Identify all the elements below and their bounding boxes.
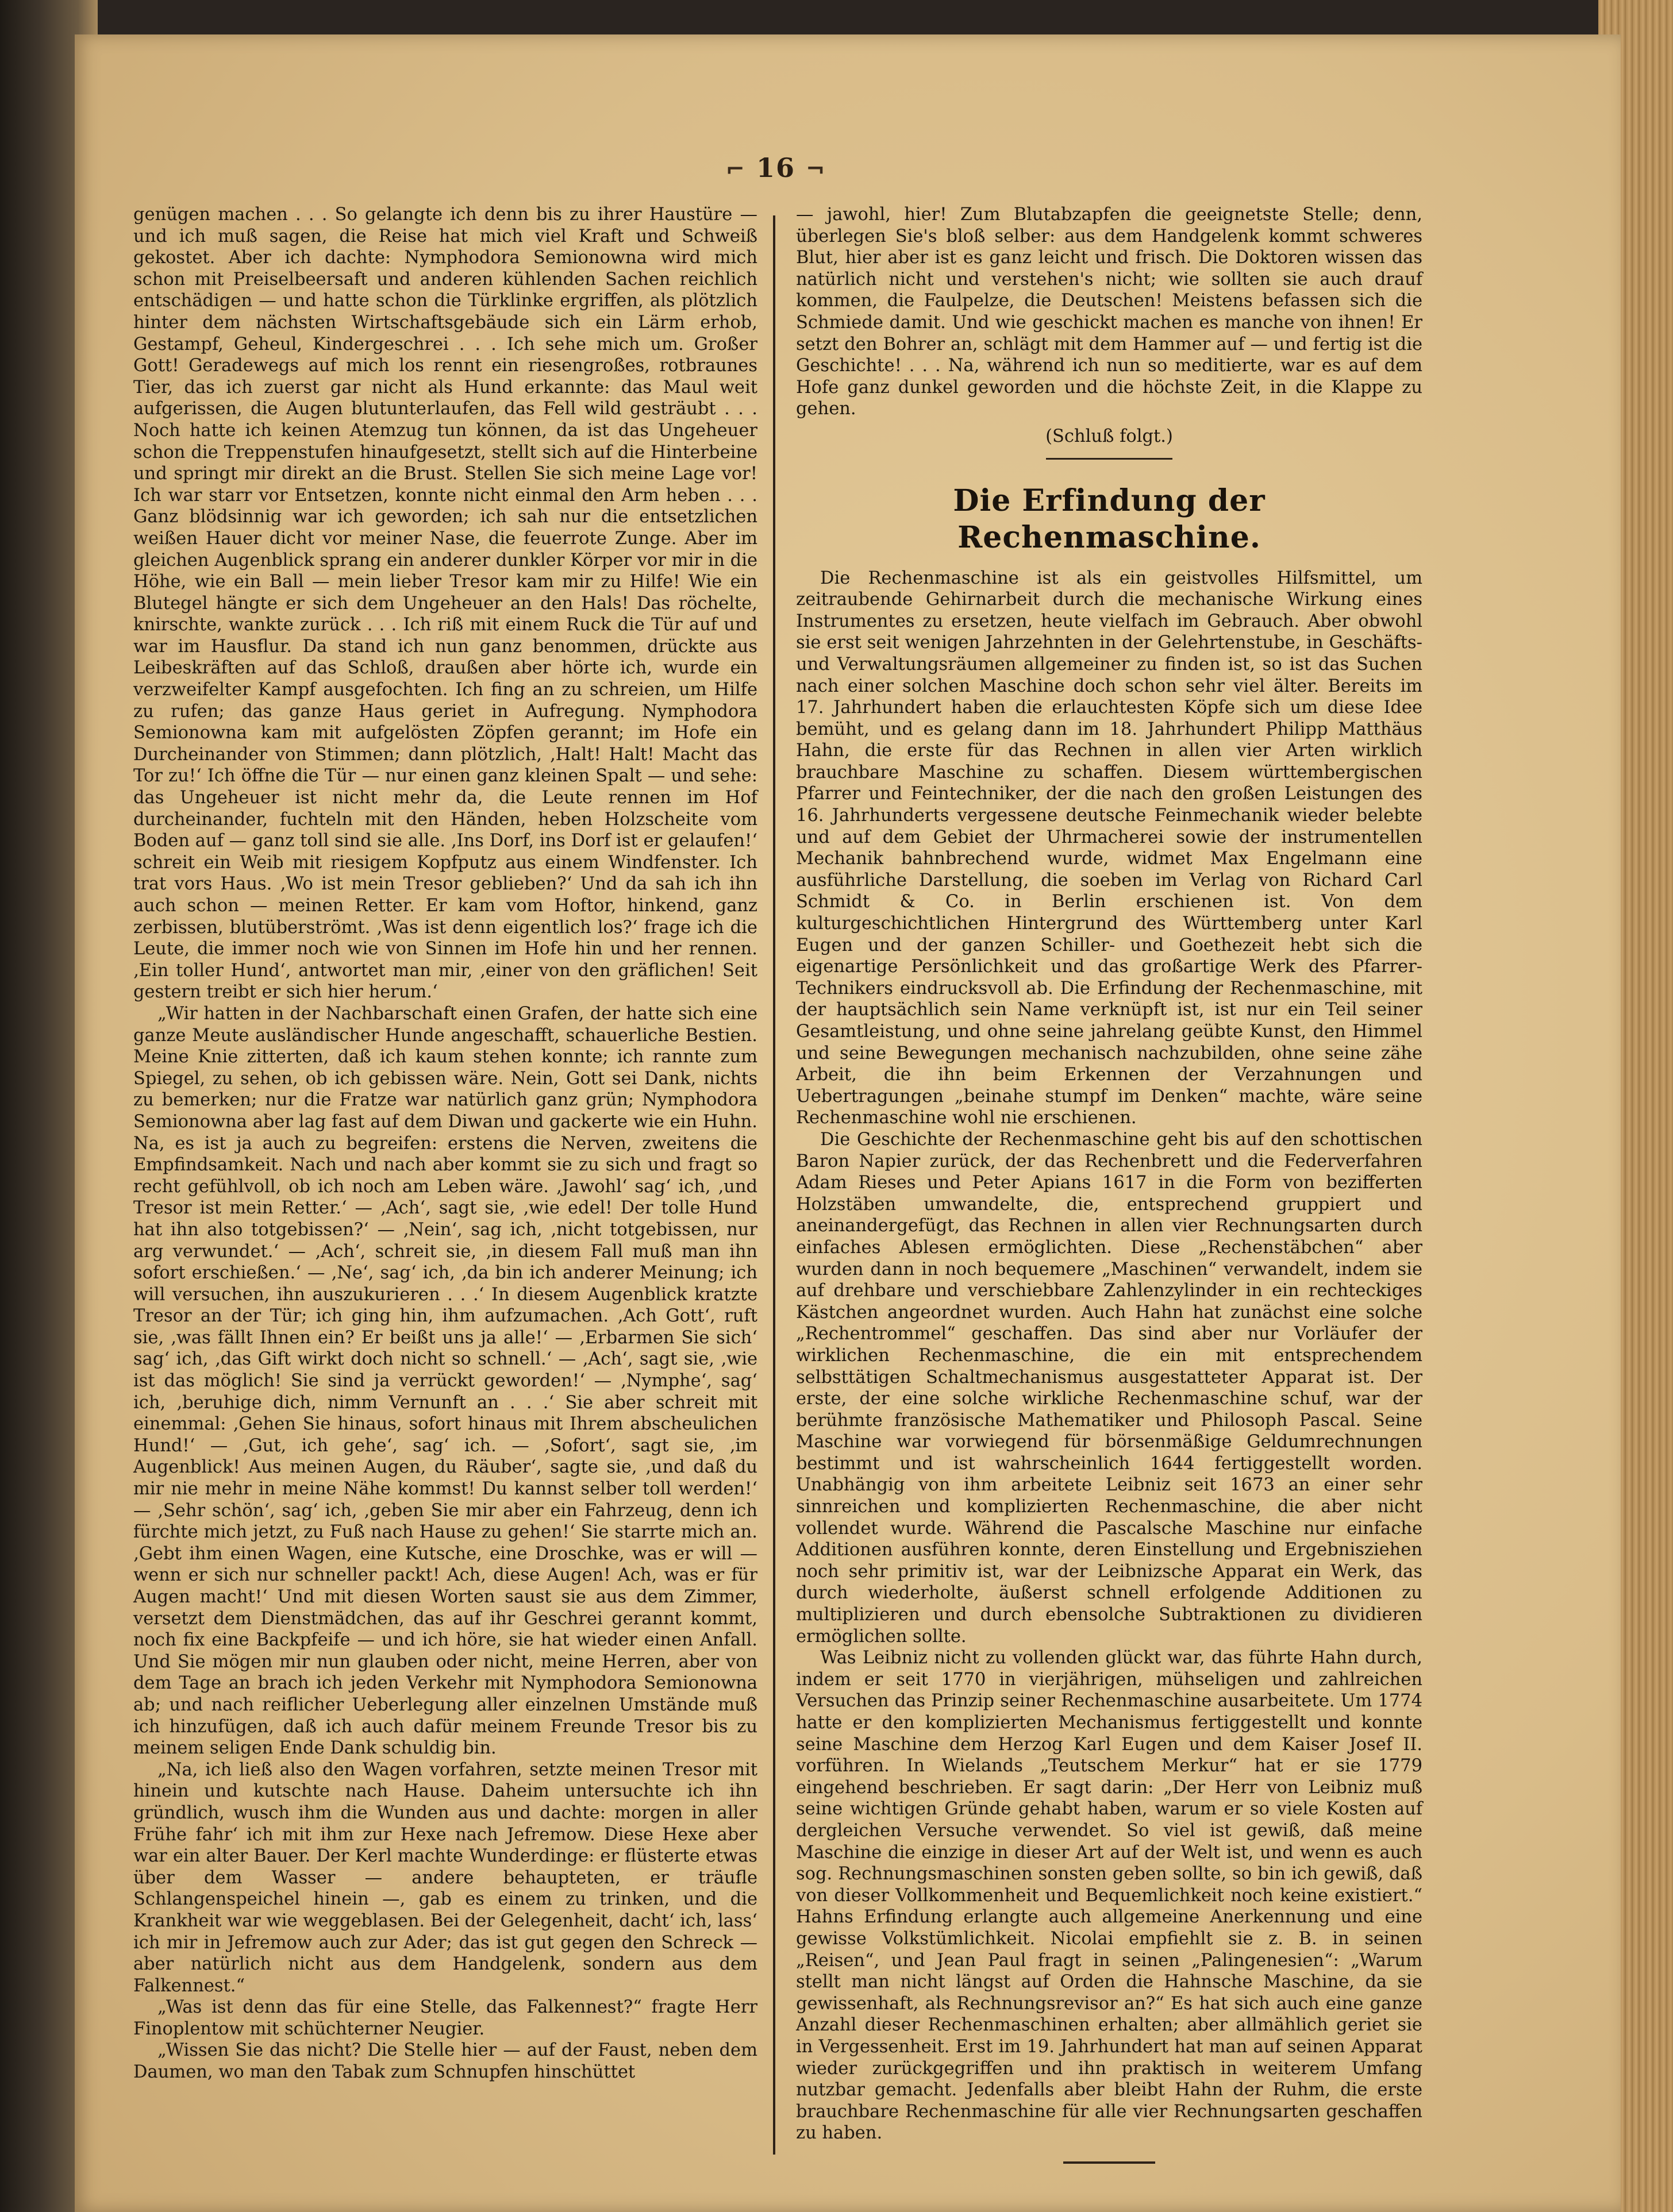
story-paragraph: genügen machen . . . So gelangte ich denn bis zu ihrer Haustüre — und ich muß sagen, die Reise hat mich viel Kraft und Schweiß gekostet. Aber ich dachte: Nymphodora Semionowna wird mich schon mit Preiselbeersaft und anderen kühlenden Sachen reichlich entschädigen — und hatte schon die Türklinke ergriffen, als plötzlich hinter dem nächsten Wirtschaftsgebäude sich ein Lärm erhob, Gestampf, Geheul, Kindergeschrei . . . Ich sehe mich um. Großer Gott! Geradewegs auf mich los rennt ein riesengroßes, rotbraunes Tier, das ich zuerst gar nicht als Hund erkannte: das Maul weit aufgerissen, die Augen blutunterlaufen, das Fell wild gesträubt . . . Noch hatte ich keinen Atemzug tun können, da ist das Ungeheuer schon die Treppenstufen hinaufgesetzt, stellt sich auf die Hinterbeine und springt mir direkt an die Brust. Stellen Sie sich meine Lage vor! Ich war starr vor Entsetzen, konnte nicht einmal den Arm heben . . . Ganz blödsinnig war ich geworden; ich sah nur die entsetzlichen weißen Hauer dicht vor meiner Nase, die feuerrote Zunge. Aber im gleichen Augenblick sprang ein anderer dunkler Körper vor mir in die Höhe, wie ein Ball — mein lieber Tresor kam mir zu Hilfe! Wie ein Blutegel hängte er sich dem Ungeheuer an den Hals! Das röchelte, knirschte, wankte zurück . . . Ich riß mit einem Ruck die Tür auf und war im Hausflur. Da stand ich nun ganz benommen, drückte aus Leibeskräften auf das Schloß, draußen aber hörte ich, wurde ein verzweifelter Kampf ausgefochten. Ich fing an zu schreien, um Hilfe zu rufen; das ganze Haus geriet in Aufregung. Nymphodora Semionowna kam mit aufgelösten Zöpfen gerannt; im Hofe ein Durcheinander von Stimmen; dann plötzlich, ‚Halt! Halt! Macht das Tor zu!‘ Ich öffne die Tür — nur einen ganz kleinen Spalt — und sehe: das Ungeheuer ist nicht mehr da, die Leute rennen im Hof durcheinander, fuchteln mit den Händen, heben Holzscheite vom Boden auf — ganz toll sind sie alle. ‚Ins Dorf, ins Dorf ist er gelaufen!‘ schreit ein Weib mit riesigem Kopfputz aus einem Windfenster. Ich trat vors Haus. ‚Wo ist mein Tresor geblieben?‘ Und da sah ich ihn auch schon — meinen Retter. Er kam vom Hoftor, hinkend, ganz zerbissen, blutüberströmt. ‚Was ist denn eigentlich los?‘ frage ich die Leute, die immer noch wie von Sinnen im Hofe hin und her rennen. ‚Ein toller Hund‘, antwortet man mir, ‚einer von den gräflichen! Seit gestern treibt er sich hier herum.‘ [133,205,757,1003]
section-divider [1046,458,1172,460]
article-paragraph: Die Rechenmaschine ist als ein geistvolles Hilfsmittel, um zeitraubende Gehirnarbeit durch die mechanische Wirkung eines Instrumentes zu ersetzen, heute vielfach im Gebrauch. Aber obwohl sie erst seit wenigen Jahrzehnten in der Gelehrtenstube, in Geschäfts- und Verwaltungsräumen allgemeiner zu finden ist, so ist das Suchen nach einer solchen Maschine doch schon sehr viel älter. Bereits im 17. Jahrhundert haben die erlauchtesten Köpfe sich um diese Idee bemüht, und es gelang dann im 18. Jahrhundert Philipp Matthäus Hahn, die erste für das Rechnen in allen vier Arten wirklich brauchbare Maschine zu schaffen. Diesem württembergischen Pfarrer und Feintechniker, der die nach den großen Leistungen des 16. Jahrhunderts vergessene deutsche Feinmechanik wieder belebte und auf dem Gebiet der Uhrmacherei sowie der instrumentellen Mechanik bahnbrechend wurde, widmet Max Engelmann eine ausführliche Darstellung, die soeben im Verlag von Richard Carl Schmidt & Co. in Berlin erschienen ist. Von dem kulturgeschichtlichen Hintergrund des Württemberg unter Karl Eugen und der ganzen Schiller- und Goethezeit hebt sich die eigenartige Persönlichkeit und das großartige Werk des Pfarrer-Technikers eindrucksvoll ab. Die Erfindung der Rechenmaschine, mit der hauptsächlich sein Name verknüpft ist, ist nur ein Teil seiner Gesamtleistung, und ohne seine jahrelang geübte Kunst, den Himmel und seine Bewegungen mechanisch nachzubilden, ohne seine zähe Arbeit, die ihn beim Erkennen der Verzahnungen und Uebertragungen „beinahe stumpf im Denken“ machte, wäre seine Rechenmaschine wohl nie erschienen. [796,568,1422,1128]
page-header [716,152,836,187]
story-paragraph: „Wir hatten in der Nachbarschaft einen Grafen, der hatte sich eine ganze Meute ausländischer Hunde angeschafft, schauerliche Bestien. Meine Knie zitterten, daß ich kaum stehen konnte; ich rannte zum Spiegel, zu sehen, ob ich gebissen wäre. Nein, Gott sei Dank, nichts zu bemerken; nur die Fratze war natürlich ganz grün; Nymphodora Semionowna aber lag fast auf dem Diwan und gackerte wie ein Huhn. Na, es ist ja auch zu begreifen: erstens die Nerven, zweitens die Empfindsamkeit. Nach und nach aber kommt sie zu sich und fragt so recht gefühlvoll, ob ich noch am Leben wäre. ‚Jawohl‘ sag‘ ich, ‚und Tresor ist mein Retter.‘ — ‚Ach‘, sagt sie, ‚wie edel! Der tolle Hund hat ihn also totgebissen?‘ — ‚Nein‘, sag ich, ‚nicht totgebissen, nur arg verwundet.‘ — ‚Ach‘, schreit sie, ‚in diesem Fall muß man ihn sofort erschießen.‘ — ‚Ne‘, sag‘ ich, ‚da bin ich anderer Meinung; ich will versuchen, ihn auszukurieren . . .‘ In diesem Augenblick kratzte Tresor an der Tür; ich ging hin, ihm aufzumachen. ‚Ach Gott‘, ruft sie, ‚was fällt Ihnen ein? Er beißt uns ja alle!‘ — ‚Erbarmen Sie sich‘ sag‘ ich, ‚das Gift wirkt doch nicht so schnell.‘ — ‚Ach‘, sagt sie, ‚wie ist das möglich! Sie sind ja verrückt geworden!‘ — ‚Nymphe‘, sag‘ ich, ‚beruhige dich, nimm Vernunft an . . .‘ Sie aber schreit mit einemmal: ‚Gehen Sie hinaus, sofort hinaus mit Ihrem abscheulichen Hund!‘ — ‚Gut, ich gehe‘, sag‘ ich. — ‚Sofort‘, sagt sie, ‚im Augenblick! Aus meinen Augen, du Räuber‘, sagte sie, ‚und daß du mir nie mehr in meine Nähe kommst! Du kannst selber toll werden!‘ — ‚Sehr schön‘, sag‘ ich, ‚geben Sie mir aber ein Fahrzeug, denn ich fürchte mich jetzt, zu Fuß nach Hause zu gehen!‘ Sie starrte mich an. ‚Gebt ihm einen Wagen, eine Kutsche, eine Droschke, was er will — wenn er sich nur schneller packt! Ach, diese Augen! Ach, was er für Augen macht!‘ Und mit diesen Worten saust sie aus dem Zimmer, versetzt dem Dienstmädchen, das auf ihr Geschrei gerannt kommt, noch fix eine Backpfeife — und ich höre, sie hat wieder einen Anfall. Und Sie mögen mir nun glauben oder nicht, meine Herren, aber von dem Tage an brach ich jeden Verkehr mit Nymphodora Semionowna ab; und nach reiflicher Ueberlegung aller einzelnen Umstände muß ich hinzufügen, daß ich auch dafür meinem Freunde Tresor bis zu meinem seligen Ende Dank schuldig bin. [133,1003,757,1759]
story-continuation: — jawohl, hier! Zum Blutabzapfen die geeignetste Stelle; denn, überlegen Sie's bloß selber: aus dem Handgelenk kommt schweres Blut, hier aber ist es ganz leicht und frisch. Die Doktoren wissen das natürlich nicht und verstehen's nicht; wie sollten sie auch drauf kommen, die Faulpelze, die Deutschen! Meistens befassen sich die Schmiede damit. Und wie geschickt machen es manche von ihnen! Er setzt den Bohrer an, schlägt mit dem Hammer auf — und fertig ist die Geschichte! . . . Na, während ich nun so meditierte, war es auf dem Hofe ganz dunkel geworden und die höchste Zeit, in die Klappe zu gehen. [796,205,1422,419]
article-paragraph: Die Geschichte der Rechenmaschine geht bis auf den schottischen Baron Napier zurück, der das Rechenbrett und die Federverfahren Adam Rieses und Peter Apians 1617 in die Form von bezifferten Holzstäben umwandelte, die, entsprechend gruppiert und aneinandergefügt, das Rechnen in allen vier Rechnungsarten durch einfaches Ablesen ermöglichten. Diese „Rechenstäbchen“ aber wurden dann in noch bequemere „Maschinen“ verwandelt, indem sie auf drehbare und verschiebbare Zahlenzylinder in ein rechteckiges Kästchen angeordnet wurden. Auch Hahn hat zunächst eine solche „Rechentrommel“ geschaffen. Das sind aber nur Vorläufer der wirklichen Rechenmaschine, die ein mit entsprechendem selbsttätigen Schaltmechanismus ausgestatteter Apparat ist. Der erste, der eine solche wirkliche Rechenmaschine schuf, war der berühmte französische Mathematiker und Philosoph Pascal. Seine Maschine war vorwiegend für börsenmäßige Geldumrechnungen bestimmt und ist wahrscheinlich 1644 fertiggestellt worden. Unabhängig von ihm arbeitete Leibniz seit 1673 an einer sehr sinnreichen und komplizierten Rechenmaschine, die aber nicht vollendet wurde. Während die Pascalsche Maschine nur einfache Additionen ausführen konnte, deren Einstellung und Ergebnisziehen noch sehr primitiv ist, war der Leibnizsche Apparat ein Werk, das durch wiederholte, äußerst schnell erfolgende Additionen zu multiplizieren und durch ebensolche Subtraktionen zu dividieren ermöglichen sollte. [796,1129,1422,1647]
page-number: 16 [756,152,795,183]
ornament-left-icon: ⌐ [725,156,746,183]
end-divider [1063,2161,1155,2164]
story-paragraph: „Wissen Sie das nicht? Die Stelle hier — auf der Faust, neben dem Daumen, wo man den Tabak zum Schnupfen hinschüttet [133,2040,757,2083]
ornament-right-icon: ¬ [806,156,826,183]
story-paragraph: „Na, ich ließ also den Wagen vorfahren, setzte meinen Tresor mit hinein und kutschte nach Hause. Daheim untersuchte ich ihn gründlich, wusch ihm die Wunden aus und dachte: morgen in aller Frühe fahr‘ ich mit ihm zur Hexe nach Jefremow. Diese Hexe aber war ein alter Bauer. Der Kerl machte Wunderdinge: er flüsterte etwas über dem Wasser — andere behaupteten, er träufle Schlangenspeichel hinein —, gab es einem zu trinken, und die Krankheit war wie weggeblasen. Bei der Gelegenheit, dacht‘ ich, lass‘ ich mir in Jefremow auch zur Ader; das ist gut gegen den Schreck — aber natürlich nicht aus dem Handgelenk, sondern aus dem Falkennest.“ [133,1759,757,1996]
article-title: Die Erfindung der Rechenmaschine. [953,483,1266,555]
column-divider [773,215,775,2155]
sign-off: (Schluß folgt.) [1045,426,1173,446]
article-paragraph: Was Leibniz nicht zu vollenden glückt war, das führte Hahn durch, indem er seit 1770 in vierjährigen, mühseligen und zahlreichen Versuchen das Prinzip seiner Rechenmaschine ausarbeitete. Um 1774 hatte er den komplizierten Mechanismus fertiggestellt und konnte seine Maschine dem Herzog Karl Eugen und dem Kaiser Josef II. vorführen. In Wielands „Teutschem Merkur“ hat er sie 1779 eingehend beschrieben. Er sagt darin: „Der Herr von Leibniz muß seine wichtigen Gründe gehabt haben, warum er so viele Kosten auf dergleichen Versuche verwendet. So viel ist gewiß, daß meine Maschine die einzige in dieser Art auf der Welt ist, und wenn es auch sog. Rechnungsmaschinen sonsten geben sollte, so bin ich gewiß, daß von dieser Vollkommenheit und Bequemlichkeit noch keine existiert.“ Hahns Erfindung erlangte auch allgemeine Anerkennung und eine gewisse Volkstümlichkeit. Nicolai empfiehlt sie z. B. in seinen „Reisen“, und Jean Paul fragt in seinen „Palingenesien“: „Warum stellt man nicht längst auf Orden die Hahnsche Maschine, da sie gewissenhaft, als Rechnungsrevisor an?“ Es hat sich auch eine ganze Anzahl dieser Rechenmaschinen erhalten; aber allmählich geriet sie in Vergessenheit. Erst im 19. Jahrhundert hat man auf seinen Apparat wieder zurückgegriffen und ihn praktisch in weiterem Umfang nutzbar gemacht. Jedenfalls aber bleibt Hahn der Ruhm, die erste brauchbare Rechenmaschine für alle vier Rechnungsarten geschaffen zu haben. [796,1648,1422,2144]
story-paragraph: „Was ist denn das für eine Stelle, das Falkennest?“ fragte Herr Finoplentow mit schüchterner Neugier. [133,1997,757,2039]
left-column [133,204,757,2083]
right-column [796,204,1422,2164]
